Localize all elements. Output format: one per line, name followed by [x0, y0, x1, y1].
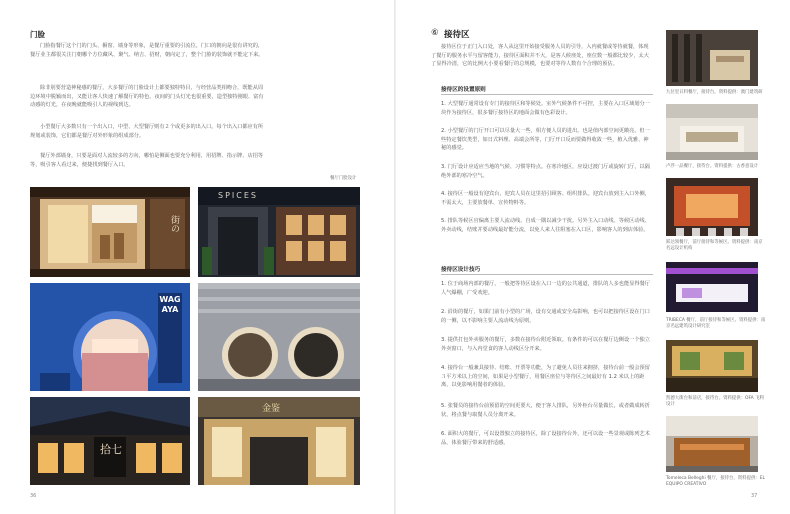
divider: [441, 94, 653, 95]
subheading: 接待区的设置原则: [441, 87, 486, 93]
photo-caption: 跃达领餐厅，前厅接待和等候区。资料提供：南京名远设计机构: [666, 240, 763, 252]
divider: [441, 274, 653, 275]
storefront-illustration: [198, 187, 360, 277]
paragraph: 5. 张餐员的接待台前预留的空间更要大，便于客人排队，另外柜台尽量做长，或者做成转折状，将点餐与取餐人员分离开来。: [441, 403, 650, 418]
storefront-illustration: [198, 283, 360, 391]
photo-caption: 餐厅门脸设计: [330, 176, 357, 181]
interior-illustration: [666, 30, 758, 86]
left-page: [0, 0, 394, 514]
interior-photo: [666, 340, 758, 392]
interior-illustration: [666, 104, 758, 160]
interior-illustration: [666, 416, 758, 472]
interior-photo: [666, 104, 758, 160]
storefront-photo: [30, 283, 190, 391]
paragraph: 餐厅外部墙身，只要是面对人流较多的方向，哪怕是侧面也要充分利用，用招牌、指示牌、店招等等，吸引客人看过来，便捷找到餐厅入口。: [30, 153, 264, 168]
storefront-photo: [198, 187, 360, 277]
interior-photo: [666, 178, 758, 236]
subheading: 接待区设计技巧: [441, 267, 481, 273]
page-number: 36: [30, 493, 37, 499]
paragraph: 3. 提供打包外卖服务的餐厅，多数在接待台附近领取。有条件的可以在餐厅边侧设一个独立外卖窗口，与入内堂食的客人动线区分开来。: [441, 337, 650, 352]
storefront-illustration: [30, 187, 190, 277]
interior-photo: [666, 262, 758, 312]
photo-caption: 凯德大街台和前店，接待台。资料提供：OFA 飞利设计: [666, 396, 764, 408]
interior-illustration: [666, 262, 758, 312]
photo-caption: TRIBECA 餐厅，前厅接待和等候区。资料提供：南京名远建筑设计研究室: [666, 318, 766, 330]
right-page: [396, 0, 790, 514]
shop-sign: SPICES: [218, 191, 258, 200]
section-heading: 门脸: [30, 30, 45, 39]
paragraph: 5. 排队等候区官偏离主要人流动线，自成一隅以减少干扰。另外主入口动线、等候区动线、外卖动线，结账并要动线最好能分流，以免人来人往阻塞在入口区，影响客人的到店体验。: [441, 218, 650, 233]
shop-sign: 拾七: [100, 443, 122, 456]
interior-illustration: [666, 340, 758, 392]
paragraph: 小型餐厅大多数只有一个出入口，中型、大型餐厅则有２个或更多的出入口。每个出入口都应有所规划或装饰，它们都是餐厅对外形象的组成部分。: [30, 124, 264, 139]
shop-sign: 街の: [169, 215, 179, 233]
paragraph: 2. 沿街的餐厅，如果门前有小型的广场，设有交通或安全岛影响，也可以把接待区设在门口的一侧，以不影响主要人流动线为原则。: [441, 309, 650, 324]
paragraph: 1. 大型餐厅通常设有专门的接待区和等候处。室外气候条件不可控，主要在入口区域划分一块作为接待区，很多餐厅接待区的地面会做有色彩设计。: [441, 101, 650, 116]
paragraph: 6. 面积大的餐厅，可以设置独立的接待区，除了设接待台外，还可以设一些景观或陈列艺术品，体验餐厅带来的舒适感。: [441, 431, 650, 446]
page-number: 37: [751, 493, 758, 499]
storefront-photo: [198, 397, 360, 485]
section-number: ⑥: [431, 28, 439, 38]
paragraph: 4. 接待台一般兼具接待、结账、开票等功能，为了避免人员往来拥挤，接待台前一般会预留３平方米以上的空间，如果是小型餐厅，用餐区座位与等待区之间最好有 1.2 米以上的距离，以免影响用餐者的体验。: [441, 365, 650, 389]
photo-caption: 卢浮一品餐厅，接待台。资料提供：古香意设计: [666, 164, 759, 169]
paragraph: 2. 小型餐厅的门厅开口可以尽量大一些，相方便人员的进出。也是值内部空间更敞亮。但一些特定餐饮类型，如日式料理、高端会所等，门厅开口反而要做得收敛一些，植入优雅、神秘的感觉。: [441, 128, 650, 152]
shop-sign: 金鉴: [262, 404, 281, 414]
storefront-photo: [30, 397, 190, 485]
photo-caption: Tomeleca Belleghi 餐厅，接待台，资料提供：EL EQUIPO CREATIVO: [666, 476, 765, 488]
paragraph: 门脸指餐厅这个门的门头、橱窗、墙身等形象，是餐厅重要的引流位。门口的朝向是很有讲究的，餐厅业主都很关注门朝哪个方位藏风、聚气、纳吉、招财，朝向定了，整个门脸的装饰就不能定下来。: [30, 43, 264, 58]
paragraph: 除非别要营造神秘感的餐厅，大多餐厅的门脸设计上都要独特特目，与经营品类相吻合，既能从周边环境中脱颖而出，又能让客人快速了解餐厅的特色。夜间的门头灯光也很重要，造型独特刚眼、富有动感的灯光，在夜晚就能吸引人的视线到达。: [30, 85, 264, 109]
storefront-photo: [198, 283, 360, 391]
intro-paragraph: 接待区位于正门入口处，客人从这里开始接受服务人员的引导，入内就餐或等待就餐，体现了餐厅的服务水平与留客能力，接待区面积并不大，是客人候座处，座位数一般都比较少，太大了显得冷清，它的比例大小要看餐厅的总规模，也要对等待人数有个合理的预估。: [431, 44, 649, 68]
paragraph: 1. 位于商场内部的餐厅，一般把等待区设在入口一边的公共通道，排队的人多也能显得餐厅人气爆棚，广受欢迎。: [441, 281, 650, 296]
paragraph: 4. 接待区一般设有迎宾台，迎宾人员在这里招引顾客、组织排队。迎宾台放到主入口外侧，不需太大，主要放餐单、宣传物料等。: [441, 191, 650, 206]
shop-sign: WAGAYA: [159, 295, 181, 314]
paragraph: 3. 门厅设计应适应当地的气候、习惯等特点。在寒冷地区，应设过渡门厅或旋转门厅，以隔绝外部的寒冷空气。: [441, 164, 650, 179]
interior-photo: [666, 30, 758, 86]
section-title: 接待区: [444, 30, 470, 40]
photo-caption: 九位里日料餐厅，接待台。资料提供：澳门建筑研: [666, 90, 763, 95]
interior-photo: [666, 416, 758, 472]
storefront-photo: [30, 187, 190, 277]
interior-illustration: [666, 178, 758, 236]
